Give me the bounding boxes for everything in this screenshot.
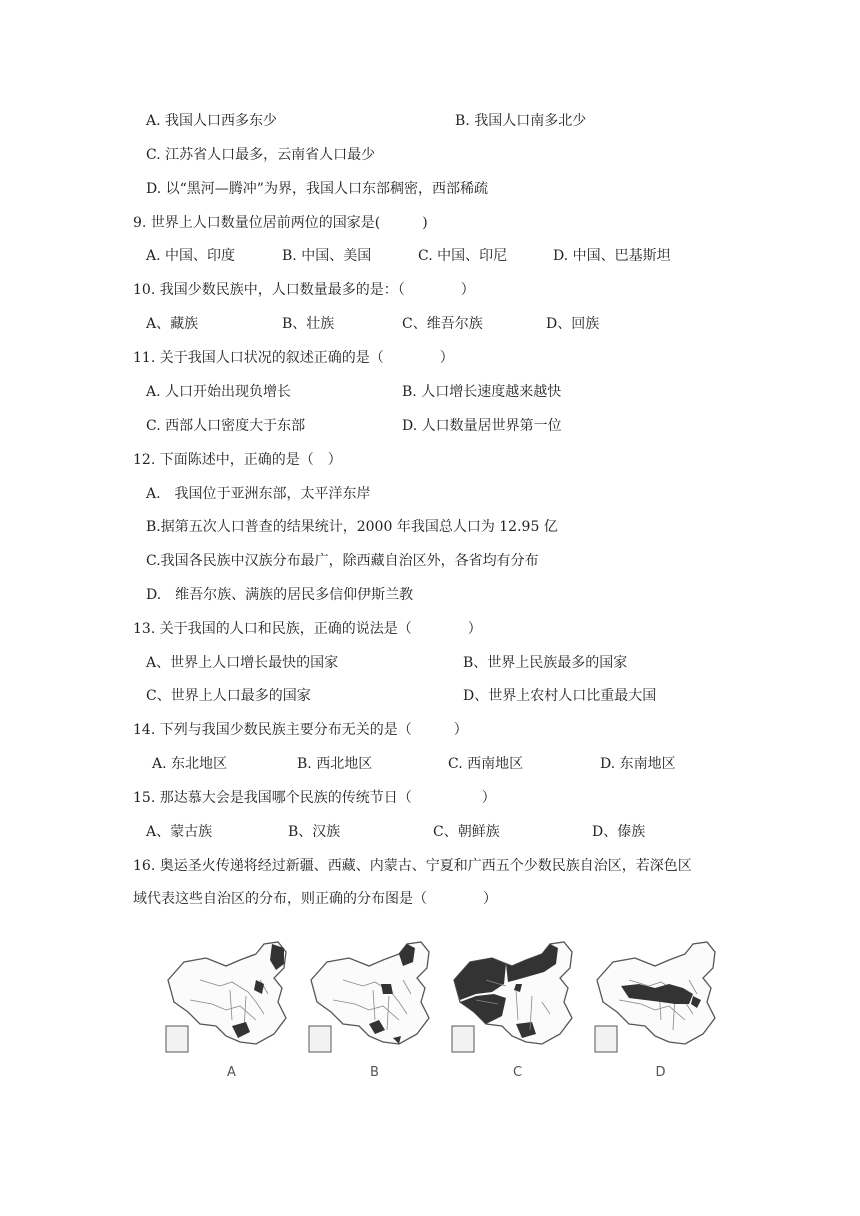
q14-option-d: D. 东南地区: [600, 756, 676, 772]
q11-stem: 11. 关于我国人口状况的叙述正确的是（ ）: [133, 350, 454, 366]
q10-option-d: D、回族: [546, 316, 600, 332]
map-c: [446, 940, 589, 1080]
q14-option-b: B. 西北地区: [297, 756, 373, 772]
q12-option-c: C.我国各民族中汉族分布最广，除西藏自治区外，各省均有分布: [146, 553, 539, 569]
map-d-image: [589, 940, 732, 1058]
q9-option-d: D. 中国、巴基斯坦: [553, 248, 671, 264]
q13-option-d: D、世界上农村人口比重最大国: [463, 688, 657, 704]
map-d-label: D: [655, 1065, 666, 1080]
q16-stem-line2: 域代表这些自治区的分布，则正确的分布图是（ ）: [133, 891, 497, 907]
q9-stem: 9. 世界上人口数量位居前两位的国家是( ): [133, 215, 428, 231]
q12-option-b: B.据第五次人口普查的结果统计，2000 年我国总人口为 12.95 亿: [146, 519, 558, 535]
map-b: [303, 940, 446, 1080]
q9-option-c: C. 中国、印尼: [418, 248, 508, 264]
map-c-label: C: [512, 1065, 523, 1080]
map-a-image: [160, 940, 303, 1058]
q9-option-b: B. 中国、美国: [282, 248, 372, 264]
q14-option-a: A. 东北地区: [152, 756, 228, 772]
map-a: [160, 940, 303, 1080]
q13-option-b: B、世界上民族最多的国家: [463, 655, 628, 671]
map-d: [589, 940, 732, 1080]
q13-stem: 13. 关于我国的人口和民族，正确的说法是（ ）: [133, 621, 482, 637]
q8-option-c: C. 江苏省人口最多，云南省人口最少: [146, 147, 376, 163]
q15-stem: 15. 那达慕大会是我国哪个民族的传统节日（ ）: [133, 790, 496, 806]
q11-option-a: A. 人口开始出现负增长: [146, 384, 292, 400]
map-c-image: [446, 940, 589, 1058]
q13-option-a: A、世界上人口增长最快的国家: [146, 655, 339, 671]
q16-stem-line1: 16. 奥运圣火传递将经过新疆、西藏、内蒙古、宁夏和广西五个少数民族自治区，若深色区: [133, 858, 692, 874]
q15-option-a: A、蒙古族: [146, 824, 213, 840]
q11-option-d: D. 人口数量居世界第一位: [402, 418, 562, 434]
q8-option-a: A. 我国人口西多东少: [146, 113, 278, 129]
q14-option-c: C. 西南地区: [448, 756, 524, 772]
q13-option-c: C、世界上人口最多的国家: [146, 688, 311, 704]
q16-maps-figure: [160, 940, 732, 1080]
q15-option-c: C、朝鲜族: [433, 824, 500, 840]
map-a-label: A: [227, 1065, 236, 1080]
q10-option-c: C、维吾尔族: [402, 316, 483, 332]
q12-option-d: D. 维吾尔族、满族的居民多信仰伊斯兰教: [146, 587, 414, 603]
q11-option-c: C. 西部人口密度大于东部: [146, 418, 306, 434]
q15-option-b: B、汉族: [288, 824, 341, 840]
q14-stem: 14. 下列与我国少数民族主要分布无关的是（ ）: [133, 722, 468, 738]
q15-option-d: D、傣族: [592, 824, 646, 840]
q8-option-b: B. 我国人口南多北少: [455, 113, 587, 129]
q12-option-a: A. 我国位于亚洲东部，太平洋东岸: [146, 486, 371, 502]
q10-option-b: B、壮族: [282, 316, 335, 332]
q11-option-b: B. 人口增长速度越来越快: [402, 384, 562, 400]
q12-stem: 12. 下面陈述中，正确的是（ ）: [133, 452, 342, 468]
map-b-label: B: [370, 1065, 379, 1080]
q10-stem: 10. 我国少数民族中，人口数量最多的是：（ ）: [133, 282, 475, 298]
q10-option-a: A、藏族: [146, 316, 199, 332]
q8-option-d: D. 以“黑河—腾冲”为界，我国人口东部稠密，西部稀疏: [146, 181, 488, 197]
q9-option-a: A. 中国、印度: [146, 248, 236, 264]
map-b-image: [303, 940, 446, 1058]
